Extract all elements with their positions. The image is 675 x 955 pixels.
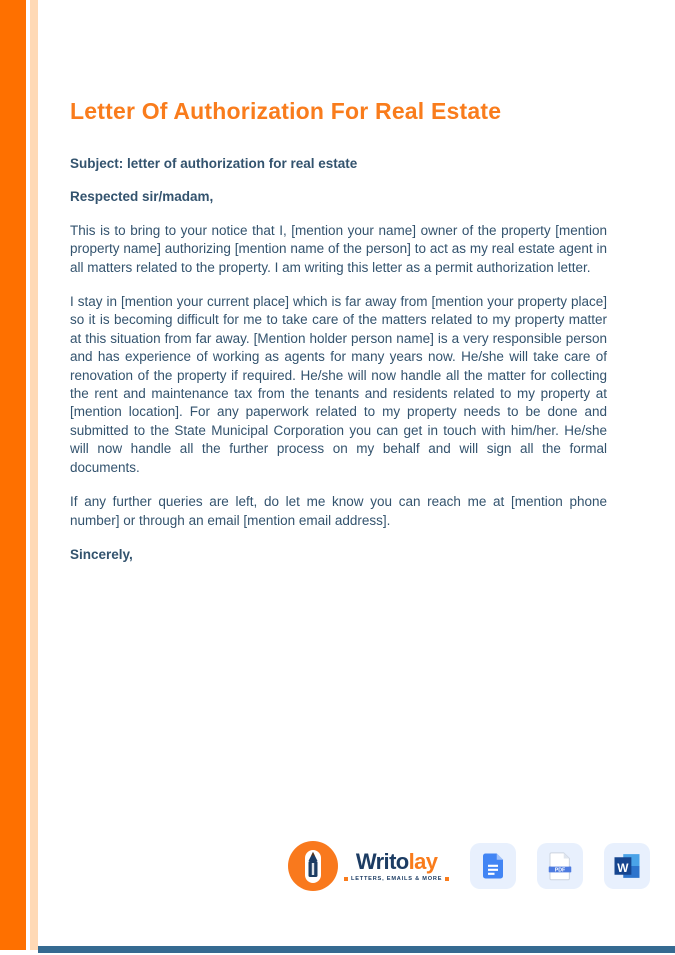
letter-body xyxy=(70,0,607,579)
pdf-label: PDF xyxy=(555,867,566,874)
logo-tagline xyxy=(344,876,449,882)
pdf-download-button[interactable] xyxy=(537,843,583,889)
footer-brand-row xyxy=(288,838,650,894)
paragraph-1: This is to bring to your notice that I, [mention your name] owner of the property [mention property name] authorizing [mention name of the person] to act as my real estate agent in all matters related to the property. I am writing this letter as a permit authorization letter. xyxy=(70,222,607,275)
pencil-badge-icon xyxy=(288,841,338,891)
google-docs-download-button[interactable] xyxy=(470,843,516,889)
tagline-text: LETTERS, EMAILS & MORE xyxy=(351,875,443,882)
logo-text xyxy=(344,848,449,882)
logo-word-accent: lay xyxy=(408,848,438,874)
left-accent-bar xyxy=(0,0,26,950)
left-accent-stripe xyxy=(30,0,38,950)
paragraph-2: I stay in [mention your current place] which is far away from [mention your property place] so it is becoming difficult for me to take care of the matters related to my property matter at this situation from far away. [Mention holder person name] is a very responsible person and has experience of working as agents for many years now. He/she will take care of renovation of the property if required. He/she will now handle all the matter for collecting the rent and maintenance tax from the tenants and residents related to my property at [mention location]. For any paperwork related to my property needs to be done and submitted to the State Municipal Corporation you can get in touch with him/her. He/she will now handle all the further process on my behalf and will sign all the formal documents. xyxy=(70,294,607,475)
word-icon xyxy=(612,851,642,881)
page-title: Letter Of Authorization For Real Estate xyxy=(70,98,502,124)
writolay-logo[interactable] xyxy=(288,841,449,891)
closing: Sincerely, xyxy=(70,546,133,562)
logo-word-primary: Writo xyxy=(355,848,409,874)
word-label: W xyxy=(617,860,629,875)
subject-line: Subject: letter of authorization for real estate xyxy=(70,156,358,171)
tagline-accent-square xyxy=(445,877,449,881)
paragraph-3: If any further queries are left, do let me know you can reach me at [mention phone number] or through an email [mention email address]. xyxy=(70,494,607,528)
google-docs-icon xyxy=(478,851,508,881)
word-download-button[interactable] xyxy=(604,843,650,889)
bottom-accent-bar xyxy=(38,946,675,953)
pdf-icon xyxy=(545,851,575,881)
logo-wordmark xyxy=(355,848,438,874)
salutation: Respected sir/madam, xyxy=(70,189,214,205)
tagline-accent-square xyxy=(344,877,348,881)
